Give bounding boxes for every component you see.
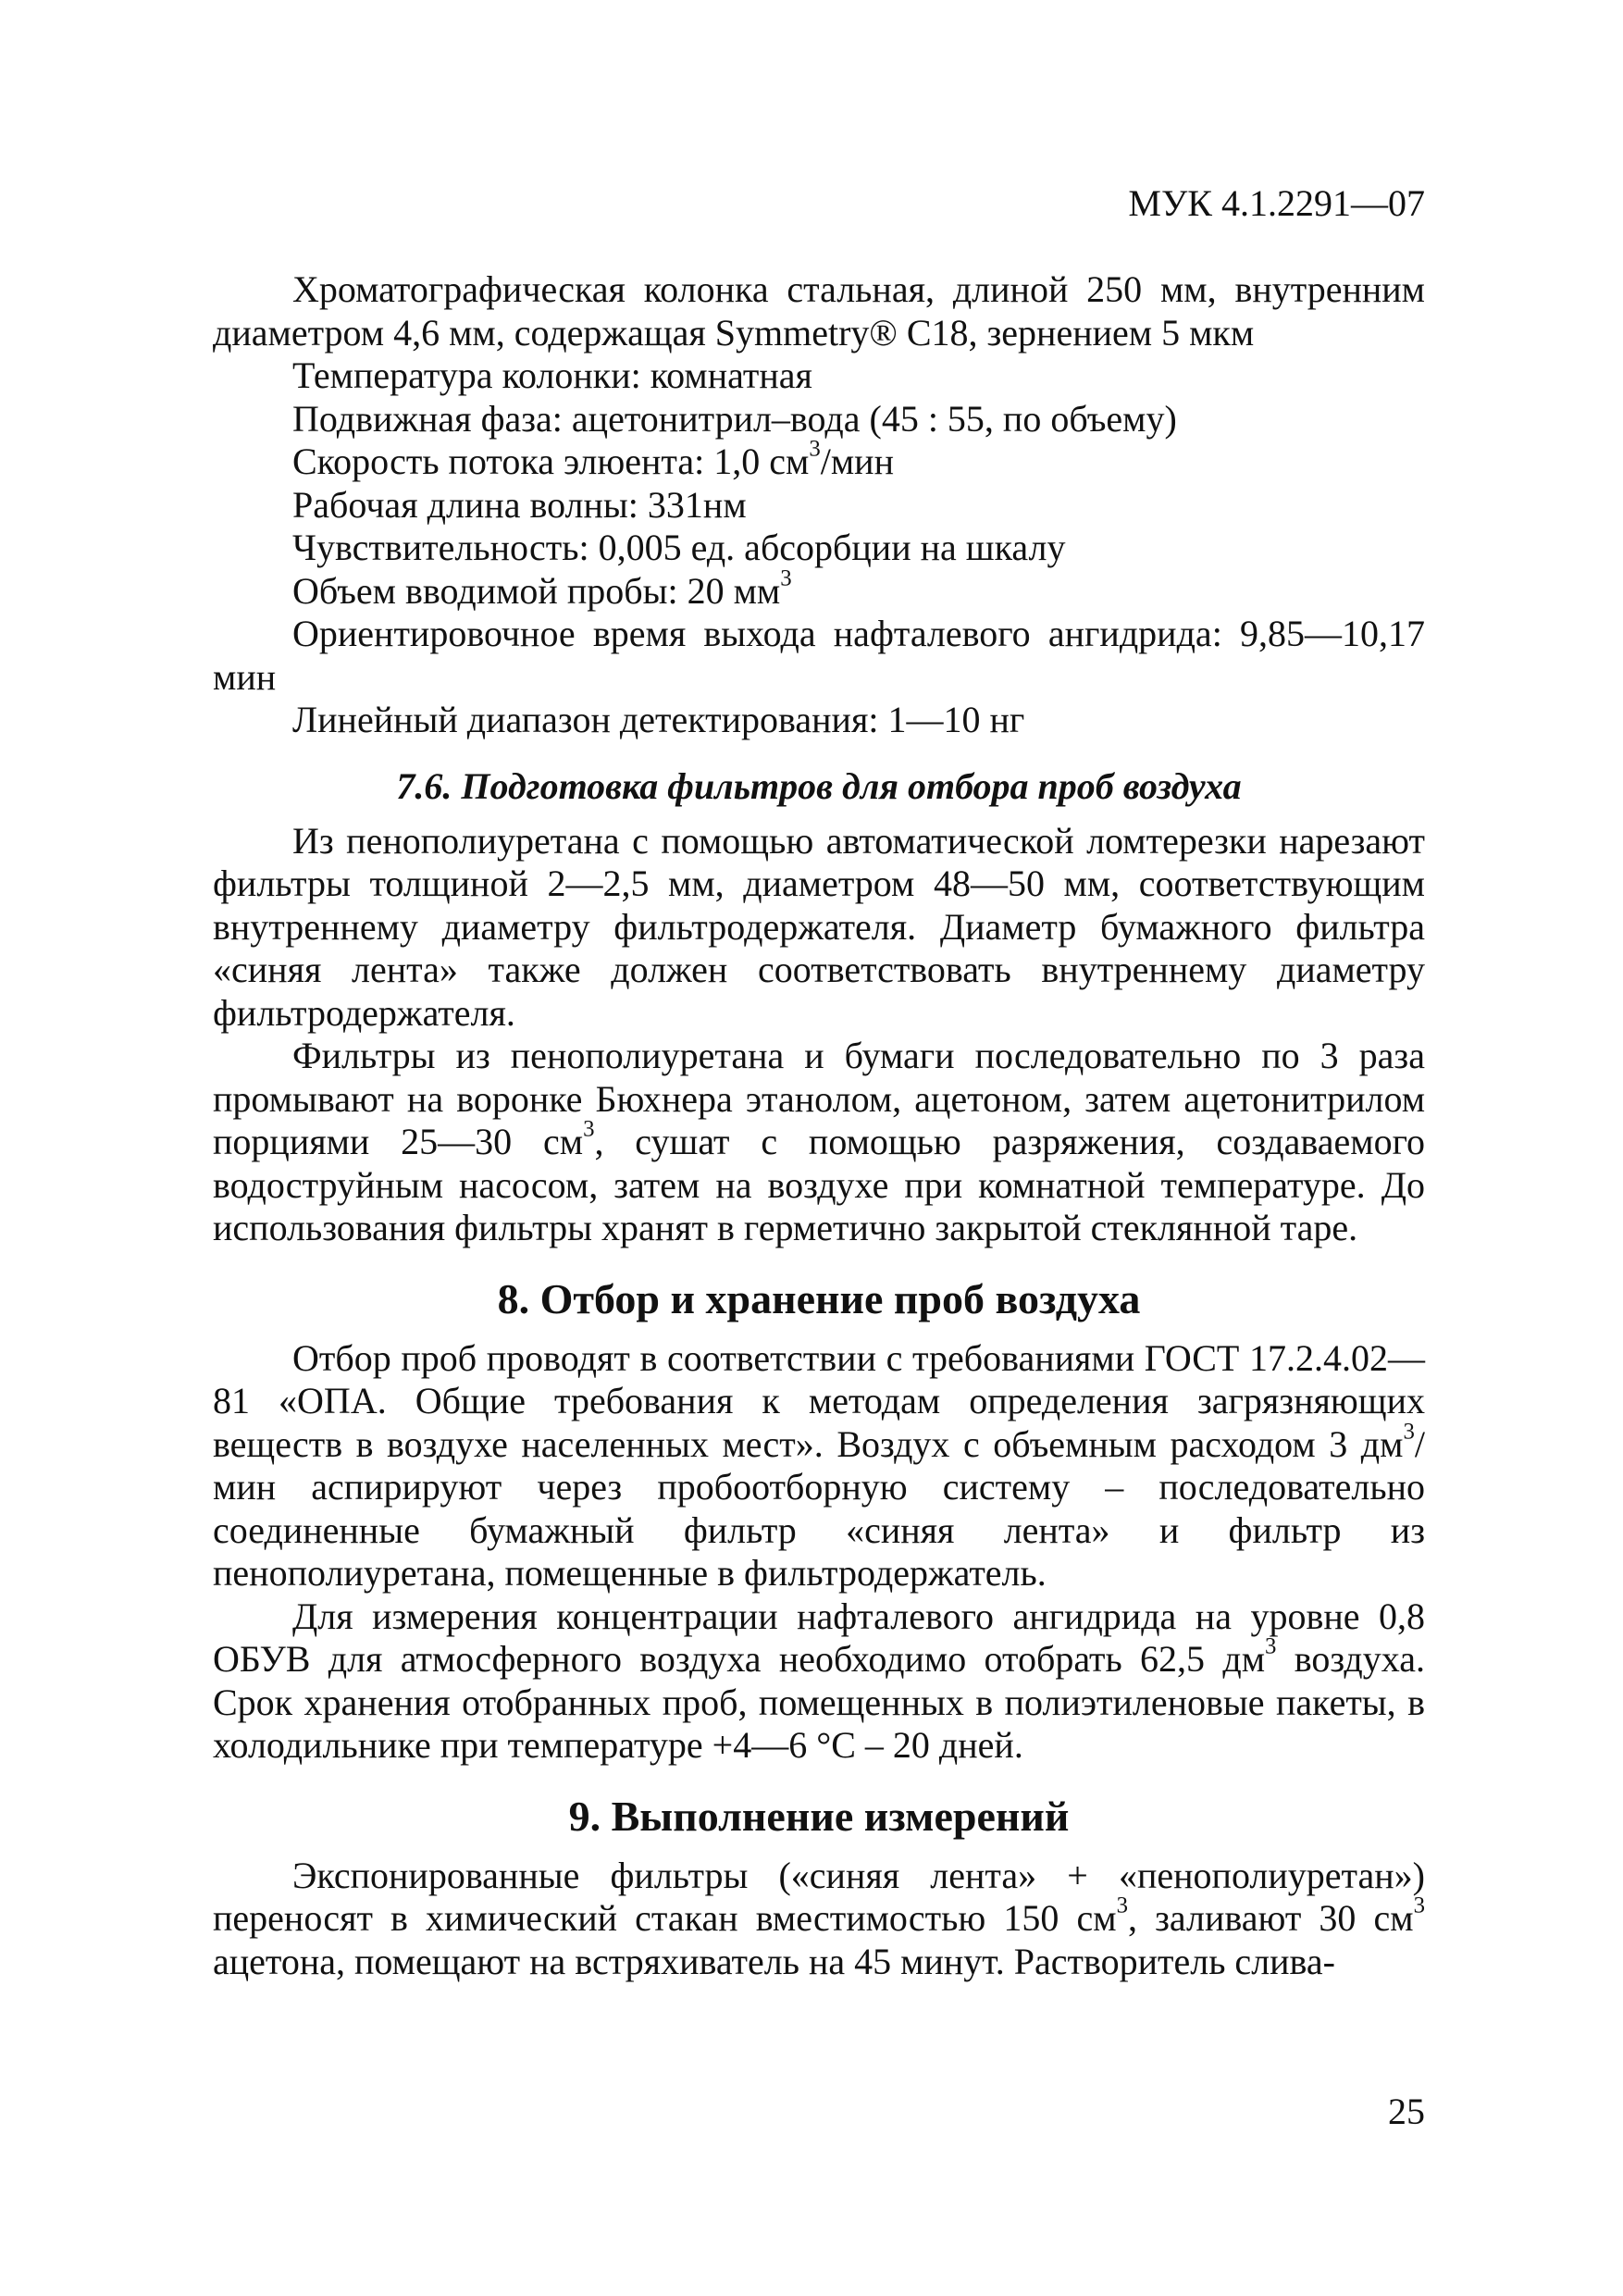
section-9-paragraph-1 [213,1855,1425,1984]
section-8-title: 8. Отбор и хранение проб воздуха [497,1274,1141,1322]
section-9-title: 9. Выполнение измерений [568,1792,1070,1840]
spec-wavelength: Рабочая длина волны: 331нм [292,483,747,526]
s9-p1-part-a: Экспонированные фильтры («синяя лента» + «пенополиуретан») переносят в химический стакан вместимостью 150 см [213,1854,1425,1939]
section-7-6-paragraph-2 [213,1035,1425,1250]
s9-p1-superscript-2: 3 [1413,1893,1425,1918]
page-body [213,268,1425,1983]
s8-p1-part-b: /мин аспирируют через пробоотборную систему – последовательно соединенные бумажный фильтр «синяя лента» и фильтр из пенополиуретана, помещенные в фильтродержатель. [213,1422,1425,1594]
flow-rate-text: Скорость потока элюента: 1,0 см [292,441,810,482]
section-8-paragraph-2 [213,1595,1425,1768]
s76-p2-superscript: 3 [583,1116,595,1142]
flow-rate-unit: /мин [820,441,894,482]
spec-mobile-phase: Подвижная фаза: ацетонитрил–вода (45 : 55, по объему) [292,397,1177,440]
s76-p2-part-a: Фильтры из пенополиуретана и бумаги последовательно по 3 раза промывают на воронке Бюхнера этанолом, ацетоном, затем ацетонитрилом порциями 25—30 см [213,1035,1425,1162]
section-7-6-title: 7.6. Подготовка фильтров для отбора проб воздуха [396,764,1242,807]
spec-column-temperature: Температура колонки: комнатная [292,354,812,396]
spec-sensitivity: Чувствительность: 0,005 ед. абсорбции на шкалу [292,527,1066,568]
flow-rate-superscript: 3 [809,436,821,462]
s8-p2-part-b: воздуха. Срок хранения отобранных проб, помещенных в полиэтиленовые пакеты, в холодильнике при температуре +4—6 °С – 20 дней. [213,1638,1425,1766]
section-8-paragraph-1 [213,1337,1425,1595]
s8-p2-part-a: Для измерения концентрации нафталевого ангидрида на уровне 0,8 ОБУВ для атмосферного воздуха необходимо отобрать 62,5 дм [213,1595,1425,1680]
s8-p1-superscript: 3 [1403,1419,1415,1445]
section-7-6-paragraph-1: Из пенополиуретана с помощью автоматической ломтерезки нарезают фильтры толщиной 2—2,5 мм, диаметром 48—50 мм, соответствующим внутреннему диаметру фильтродержателя. Диаметр бумажного фильтра «синяя лента» также должен соответствовать внутреннему диаметру фильтродержателя. [213,819,1425,1034]
spec-linear-range: Линейный диапазон детектирования: 1—10 нг [292,699,1025,740]
injection-superscript: 3 [780,565,792,591]
spec-injection-volume [213,565,1425,614]
page-number: 25 [1388,2091,1425,2132]
spec-column: Хроматографическая колонка стальная, длиной 250 мм, внутренним диаметром 4,6 мм, содержащая Symmetry® С18, зернением 5 мкм [213,268,1425,354]
s8-p2-superscript: 3 [1265,1633,1277,1659]
spec-retention-time: Ориентировочное время выхода нафталевого ангидрида: 9,85—10,17 мин [213,613,1425,698]
s8-p1-part-a: Отбор проб проводят в соответствии с требованиями ГОСТ 17.2.4.02—81 «ОПА. Общие требования к методам определения загрязняющих веществ в воздухе населенных мест». Воздух с объемным расходом 3 дм [213,1336,1425,1465]
spec-flow-rate [213,436,1425,484]
s9-p1-superscript-1: 3 [1116,1893,1128,1918]
injection-text: Объем вводимой пробы: 20 мм [292,569,781,612]
s9-p1-part-c: ацетона, помещают на встряхиватель на 45 минут. Растворитель слива- [213,1940,1335,1982]
s76-p2-part-b: , сушат с помощью разряжения, создаваемого водоструйным насосом, затем на воздухе при комнатной температуре. До использования фильтры хранят в герметично закрытой стеклянной таре. [213,1121,1426,1248]
s9-p1-part-b: , заливают 30 см [1127,1897,1414,1939]
document-code: МУК 4.1.2291—07 [1128,182,1425,224]
